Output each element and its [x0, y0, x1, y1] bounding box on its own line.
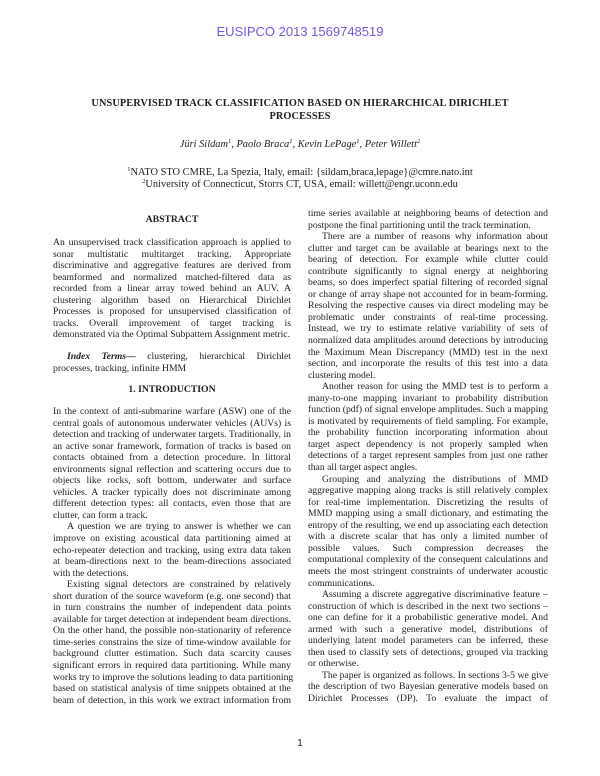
text-line: Resolving the respective causes via direct modeling may be: [308, 300, 548, 312]
text-line: significant errors in required data partitioning. While many: [53, 660, 291, 672]
text-line: clustering algorithm based on Hierarchical Dirichlet: [53, 294, 291, 306]
text-line: bearing of detection. For example while clutter could: [308, 254, 548, 266]
affiliation-mark: 2: [142, 178, 146, 185]
text-line: one can define for it a probabilistic generative model. And: [308, 612, 548, 624]
text-line: the description of two Bayesian generative models based on: [308, 681, 548, 693]
text-line: then used to classify sets of detections, grouped via tracking: [308, 646, 548, 658]
affiliation-text: University of Connecticut, Storrs CT, USA, email: willett@engr.uconn.edu: [145, 179, 458, 190]
text-line: Grouping and analyzing the distributions of MMD: [322, 473, 548, 485]
text-line: the Maximum Mean Discrepancy (MMD) test in the next: [308, 346, 548, 358]
text-line: clustering model.: [308, 369, 376, 381]
text-line: an active sonar framework, formation of tracks is based on: [53, 440, 291, 452]
text-line: Instead, we try to estimate relative variability of sets of: [308, 323, 548, 335]
text-line: recorded from a linear array towed behind an AUV. A: [53, 283, 291, 295]
text-line: function (pdf) of signal envelope amplitudes. Such a mapping: [308, 404, 548, 416]
text-line: echo-repeater detection and tracking, using extra data taken: [53, 544, 291, 556]
text-line: Dirichlet Processes (DP). To evaluate the impact of: [308, 692, 548, 704]
text-line: On the other hand, the possible non-stationarity of reference: [53, 625, 291, 637]
text-line: processes, tracking, infinite HMM: [53, 362, 187, 374]
text-line: underlying latent model parameters can be inferred, these: [308, 635, 548, 647]
text-line: Another reason for using the MMD test is to perform a: [322, 381, 548, 393]
affiliation-mark: 2: [416, 138, 421, 145]
paper-title-line-1: UNSUPERVISED TRACK CLASSIFICATION BASED ON HIERARCHICAL DIRICHLET: [91, 98, 509, 109]
text-line: armed with such a generative model, distributions of: [308, 623, 548, 635]
text-line: contribute significantly to signal energy at neighboring: [308, 265, 548, 277]
index-terms-label: Index Terms—: [67, 351, 136, 362]
affiliation-2: [40, 178, 560, 190]
author-list: Jüri Sildam$^1$, Paolo Braca$^1$, Kevin LePage$^1$, Peter Willett$^2$: [179, 138, 421, 150]
paper-title-line-2: PROCESSES: [269, 111, 331, 122]
text-line: computational complexity of the consequent calculations and: [308, 554, 548, 566]
text-line: In the context of anti-submarine warfare (ASW) one of the: [53, 406, 291, 417]
text-line: environments signal reflection and scattering occurs due to: [53, 463, 291, 475]
conference-header: EUSIPCO 2013 1569748519: [216, 24, 384, 39]
text-line: possible values. Such compression decreases the: [308, 542, 548, 554]
text-line: entropy of the resulting, we end up associating each detection: [308, 519, 548, 531]
text-line: meets the most stringent constraints of underwater acoustic: [308, 565, 548, 577]
text-line: target aspect dependency is not properly sampled when: [308, 438, 548, 450]
text-line: the probability function incorporating information about: [308, 427, 548, 439]
abstract-body: [53, 237, 291, 341]
text-line: works try to improve the solutions leading to data partitioning: [53, 671, 294, 683]
affiliation-1: [40, 166, 560, 178]
affiliation-mark: 1: [356, 138, 360, 145]
page-number: 1: [297, 738, 303, 749]
text-line: for real-time implementation. Discretizing the results of: [308, 496, 548, 508]
text-line: tracks. Overall improvement of target tracking is: [53, 317, 291, 329]
introduction-heading: 1. INTRODUCTION: [128, 384, 216, 395]
author-name: Jüri Sildam: [179, 139, 228, 150]
abstract-heading: ABSTRACT: [145, 214, 199, 225]
text-line: [53, 351, 291, 363]
text-line: beam of detection, in this work we extract information from: [53, 694, 291, 706]
index-terms-text: clustering, hierarchical Dirichlet: [147, 351, 291, 362]
text-line: clutter and target can be available at bearings next to the: [308, 242, 548, 254]
author-name: Paolo Braca: [236, 139, 290, 150]
text-line: discriminative and aggregative features are derived from: [53, 260, 291, 272]
text-line: detection and tracking of underwater targets. Traditionally, in: [53, 429, 291, 441]
text-line: time-series constrains the size of time-window available for: [53, 636, 291, 648]
text-line: There are a number of reasons why information about: [322, 231, 548, 243]
text-line: aggregative mapping along tracks is still relatively complex: [308, 485, 548, 497]
text-line: postpone the final partitioning until the track termination.: [308, 219, 531, 231]
text-line: time series available at neighboring beams of detection and: [308, 208, 548, 219]
text-line: construction of which is described in the next two sections –: [308, 600, 548, 612]
text-line: beams, so does imperfect spatial filtering of recorded signal: [308, 277, 548, 289]
text-line: communications.: [308, 577, 375, 589]
text-line: many-to-one mapping invariant to probability distribution: [308, 392, 548, 404]
text-line: section, and incorporate the results of this test into a data: [308, 358, 548, 370]
text-line: contacts obtained from a detection procedure. In littoral: [53, 452, 291, 464]
text-line: background clutter estimation. Such data scarcity causes: [53, 648, 291, 660]
text-line: Processes is proposed for unsupervised classification of: [53, 306, 291, 318]
text-line: objects like rocks, soft bottom, underwater and surface: [53, 475, 291, 487]
affiliation-text: NATO STO CMRE, La Spezia, Italy, email: {sildam,braca,lepage}@cmre.nato.int: [130, 167, 473, 178]
text-line: improve on existing acoustical data partitioning aimed at: [53, 533, 291, 545]
text-line: sonar multistatic multitarget tracking. Appropriate: [53, 248, 291, 260]
text-line: problematic under constraints of real-time processing.: [308, 311, 548, 323]
text-line: at beam-directions next to the beam-directions associated: [53, 556, 291, 568]
text-line: is motivated by requirements of field sampling. For example,: [308, 415, 548, 427]
right-column-body: [308, 208, 548, 705]
text-line: central goals of autonomous underwater vehicles (AUVs) is: [53, 417, 291, 429]
text-line: Assuming a discrete aggregative discriminative feature –: [322, 589, 548, 601]
text-line: demonstrated via the Optimal Subpattern Assignment metric.: [53, 329, 291, 341]
text-line: detections of a target represent samples from just one rather: [308, 450, 548, 462]
text-line: An unsupervised track classification approach is applied to: [53, 237, 291, 248]
text-line: short duration of the source waveform (e.g. one second) that: [53, 590, 291, 602]
text-line: with a discrete scalar that has only a limited number of: [308, 531, 548, 543]
affiliation-mark: 1: [289, 138, 293, 145]
text-line: than all target aspect angles.: [308, 462, 418, 474]
author-name: Peter Willett: [364, 139, 417, 150]
text-line: different detection types: all contacts, even those that are: [53, 498, 291, 510]
text-line: beamformed and normalized matched-filtered data as: [53, 271, 291, 283]
author-name: Kevin LePage: [297, 139, 357, 150]
text-line: available for target detection at independent beam directions.: [53, 613, 291, 625]
affiliation-mark: 1: [127, 166, 131, 173]
text-line: A question we are trying to answer is whether we can: [67, 521, 291, 533]
text-line: Existing signal detectors are constrained by relatively: [67, 579, 291, 591]
text-line: or change of array shape not accounted for in beam-forming.: [308, 288, 548, 300]
introduction-body: [53, 406, 294, 706]
text-line: or otherwise.: [308, 658, 359, 670]
text-line: clutter, can form a track.: [53, 509, 148, 521]
text-line: normalized data amplitudes around detections by introducing: [308, 335, 548, 347]
text-line: MMD mapping using a small dictionary, and estimating the: [308, 508, 548, 520]
text-line: The paper is organized as follows. In sections 3-5 we give: [322, 669, 548, 681]
text-line: with the detections.: [53, 567, 129, 579]
text-line: vehicles. A tracker typically does not discriminate among: [53, 486, 291, 498]
index-terms: [53, 351, 291, 374]
text-line: based on statistical analysis of time snippets obtained at the: [53, 683, 291, 695]
affiliation-mark: 1: [227, 138, 232, 145]
text-line: in turn constrains the number of independent data points: [53, 602, 291, 614]
